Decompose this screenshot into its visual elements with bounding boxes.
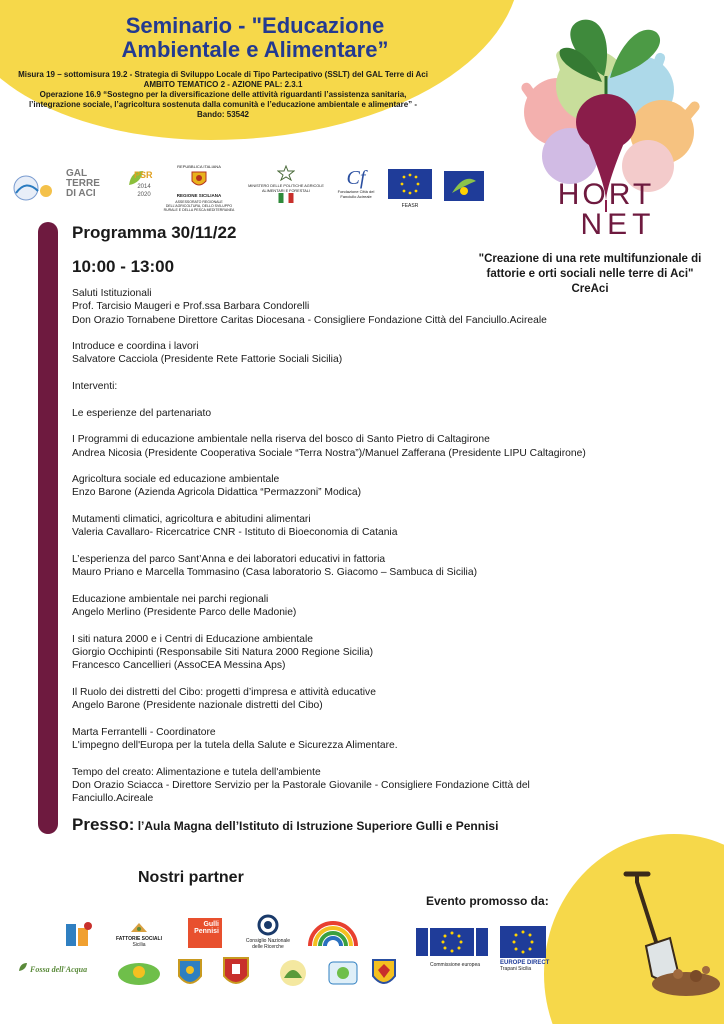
cnr-logo [240,914,296,958]
coat-of-arms-icon [191,171,207,189]
europe-direct-label: EUROPE DIRECT [500,960,550,966]
agenda-line: Mauro Priano e Marcella Tommasino (Casa laboratorio S. Giacomo – Sambuca di Sicilia) [72,567,477,579]
gal-line: TERRE [66,178,100,189]
agenda-item [72,287,582,327]
title-line-2: Ambientale e Alimentare” [121,37,389,62]
agenda-line: Prof. Tarcisio Maugeri e Prof.ssa Barbara Condorelli [72,301,310,313]
fattorie-sub: Sicilia [132,942,146,948]
agenda-item [72,686,582,713]
venue [72,815,498,835]
leader-logo [444,171,484,201]
italian-emblem-icon [277,165,295,181]
psr-label: PSR [134,170,153,180]
european-commission-logo [414,924,492,976]
agenda-line: L’esperienza del parco Sant’Anna e dei laboratori educativi in fattoria [72,553,386,565]
psr-logo [116,169,156,207]
venue-text: l’Aula Magna dell’Istituto di Istruzione Superiore Gulli e Pennisi [134,819,499,833]
rainbow-partner-icon [306,918,360,950]
ministero-name: MINISTERO DELLE POLITICHE AGRICOLE ALIMENTARI E FORESTALI [248,184,324,193]
municipal-crest-icon [370,956,398,990]
agenda-line: Don Orazio Sciacca - Direttore Servizio per la Pastorale Giovanile - Consigliere Fondazione Città del [72,779,530,791]
agenda-line: Giorgio Occhipinti (Responsabile Siti Natura 2000 Regione Sicilia) [72,647,374,659]
quote-line: fattorie e orti sociali nelle terre di Aci" [486,268,694,280]
gal-line: DI ACI [66,188,96,199]
seminar-title [70,14,440,62]
brand-line-1: HORT [557,178,655,211]
europe-direct-sub: Trapani Sicilia [500,966,532,972]
sponsor-logos [10,163,500,213]
europe-direct-logo [500,926,572,978]
regione-name: REGIONE SICILIANA [176,193,222,198]
quote-line: "Creazione di una rete multifunzionale di [478,253,702,265]
agenda-line: Andrea Nicosia (Presidente Cooperativa Sociale “Terra Nostra”)/Manuel Zafferana (Presidente LIPU Caltagirone) [72,447,586,459]
partner-emblem-icon [326,958,360,988]
feasr-label: FEASR [401,203,419,209]
partner-emblem-icon [276,958,310,988]
fossa-acqua-logo [18,962,104,982]
partner-sun-icon [116,960,162,988]
shovel-icon [608,868,720,998]
funding-info [8,70,438,120]
fossa-leaf-icon [18,962,28,972]
municipal-crest-icon [220,954,252,990]
fondazione-mark: Cf [346,167,366,189]
funding-line: Bando: 53542 [196,110,250,119]
agenda-item [72,340,582,367]
funding-line: AMBITO TEMATICO 2 - AZIONE PAL: 2.3.1 [143,80,303,89]
cnr-icon [257,914,279,936]
brand-line-2: NET [580,208,656,238]
agenda-line: Fanciullo.Acireale [72,793,154,805]
gal-line: GAL [66,168,88,179]
italian-flag-icon [278,193,294,203]
agenda-line: Agricoltura sociale ed educazione ambientale [72,474,280,486]
agenda-line: Marta Ferrantelli - Coordinatore [72,726,216,738]
fondazione-name: Fondazione Città del Fanciullo Acireale [337,189,375,199]
fondazione-logo [332,167,380,211]
hortnet-logo [500,16,718,238]
feasr-logo [386,169,434,211]
municipal-crest-icon [176,956,204,990]
agenda-line: Don Orazio Tornabene Direttore Caritas Diocesana - Consigliere Fondazione Città del Fanciullo.Acireale [72,314,547,326]
agenda-item [72,473,582,500]
partner-logo-icon [62,918,96,952]
agenda-item [72,553,582,580]
regione-sub: ASSESSORATO REGIONALE DELL'AGRICOLTURA, DELLO SVILUPPO RURALE E DELLA PESCA MEDITERRANEA [163,200,235,212]
agenda-item [72,726,582,753]
agenda-line: Valeria Cavallaro- Ricercatrice CNR - Istituto di Bioeconomia di Catania [72,527,398,539]
fossa-label: Fossa dell'Acqua [30,965,88,974]
program-time: 10:00 - 13:00 [72,257,175,276]
agenda-line: I siti natura 2000 e i Centri di Educazione ambientale [72,633,313,645]
regione-siciliana-logo [162,163,236,213]
agenda-line: Tempo del creato: Alimentazione e tutela dell'ambiente [72,766,321,778]
gal-terre-di-aci-logo [66,169,110,205]
agenda-item [72,633,582,673]
agenda-line: Salvatore Cacciola (Presidente Rete Fattorie Sociali Sicilia) [72,354,343,366]
psr-years: 2014 2020 [137,184,151,198]
agenda-item [72,593,582,620]
agenda-item [72,433,586,460]
leader-icon [444,171,484,201]
agenda-line: L'impegno dell'Europa per la tutela della Salute e Sicurezza Alimentare. [72,740,398,752]
funding-line: l’integrazione sociale, l’agricoltura sostenuta dalla comunità e l’educazione ambientale e alimentare” - [28,100,418,109]
agenda-line: Saluti Istituzionali [72,288,152,299]
agenda-line: Educazione ambientale nei parchi regionali [72,593,269,605]
agenda-line: Enzo Barone (Azienda Agricola Didattica “Permazzoni” Modica) [72,487,362,499]
quote-line: CreAci [571,283,609,295]
agenda-line: Mutamenti climatici, agricoltura e abitudini alimentari [72,514,311,526]
partners-title: Nostri partner [138,869,244,886]
funding-line: Operazione 16.9 “Sostegno per la diversificazione delle attività riguardanti l’assistenza sanitaria, [39,90,407,99]
gulli-label: Gulli [203,921,219,928]
cnr-label: Consiglio Nazionale delle Ricerche [245,938,291,950]
agenda-item [72,407,582,420]
title-line-1: Seminario - "Educazione [125,13,385,38]
program-title: Programma 30/11/22 [72,223,237,242]
pennisi-label: Pennisi [194,928,219,935]
agenda-item [72,380,582,393]
agenda-item [72,513,582,540]
agenda-line: Il Ruolo dei distretti del Cibo: progetti d’impresa e attività educative [72,686,376,698]
program-accent-bar [38,222,58,834]
eu-flag-icon [388,169,432,199]
fattorie-label: FATTORIE SOCIALI [116,936,162,942]
gulli-pennisi-logo [188,918,222,948]
ministero-logo [246,165,326,213]
agenda-line: Angelo Merlino (Presidente Parco delle Madonie) [72,607,297,619]
gal-emblem-icon [10,173,58,203]
agenda-line: Interventi: [72,381,118,393]
funding-line: Misura 19 – sottomisura 19.2 - Strategia di Sviluppo Locale di Tipo Partecipativo (SSLT) del GAL Terre di Aci [18,70,428,79]
promoted-title: Evento promosso da: [426,894,549,908]
agenda-line: I Programmi di educazione ambientale nella riserva del bosco di Santo Pietro di Caltagirone [72,434,490,446]
agenda-line: Introduce e coordina i lavori [72,341,199,353]
eu-flag-icon [500,926,546,958]
fattorie-sociali-logo [112,920,166,954]
eu-commission-icon [414,924,492,960]
agenda-line: Le esperienze del partenariato [72,407,212,419]
program-agenda [72,287,586,819]
agenda-item [72,766,582,806]
venue-label: Presso: [72,815,135,834]
farm-icon [129,920,149,934]
agenda-line: Angelo Barone (Presidente nazionale distretti del Cibo) [72,700,323,712]
commission-label: Commissione europea [430,962,481,968]
agenda-line: Francesco Cancellieri (AssoCEA Messina Aps) [72,660,286,672]
regione-top: REPUBBLICA ITALIANA [177,164,221,169]
